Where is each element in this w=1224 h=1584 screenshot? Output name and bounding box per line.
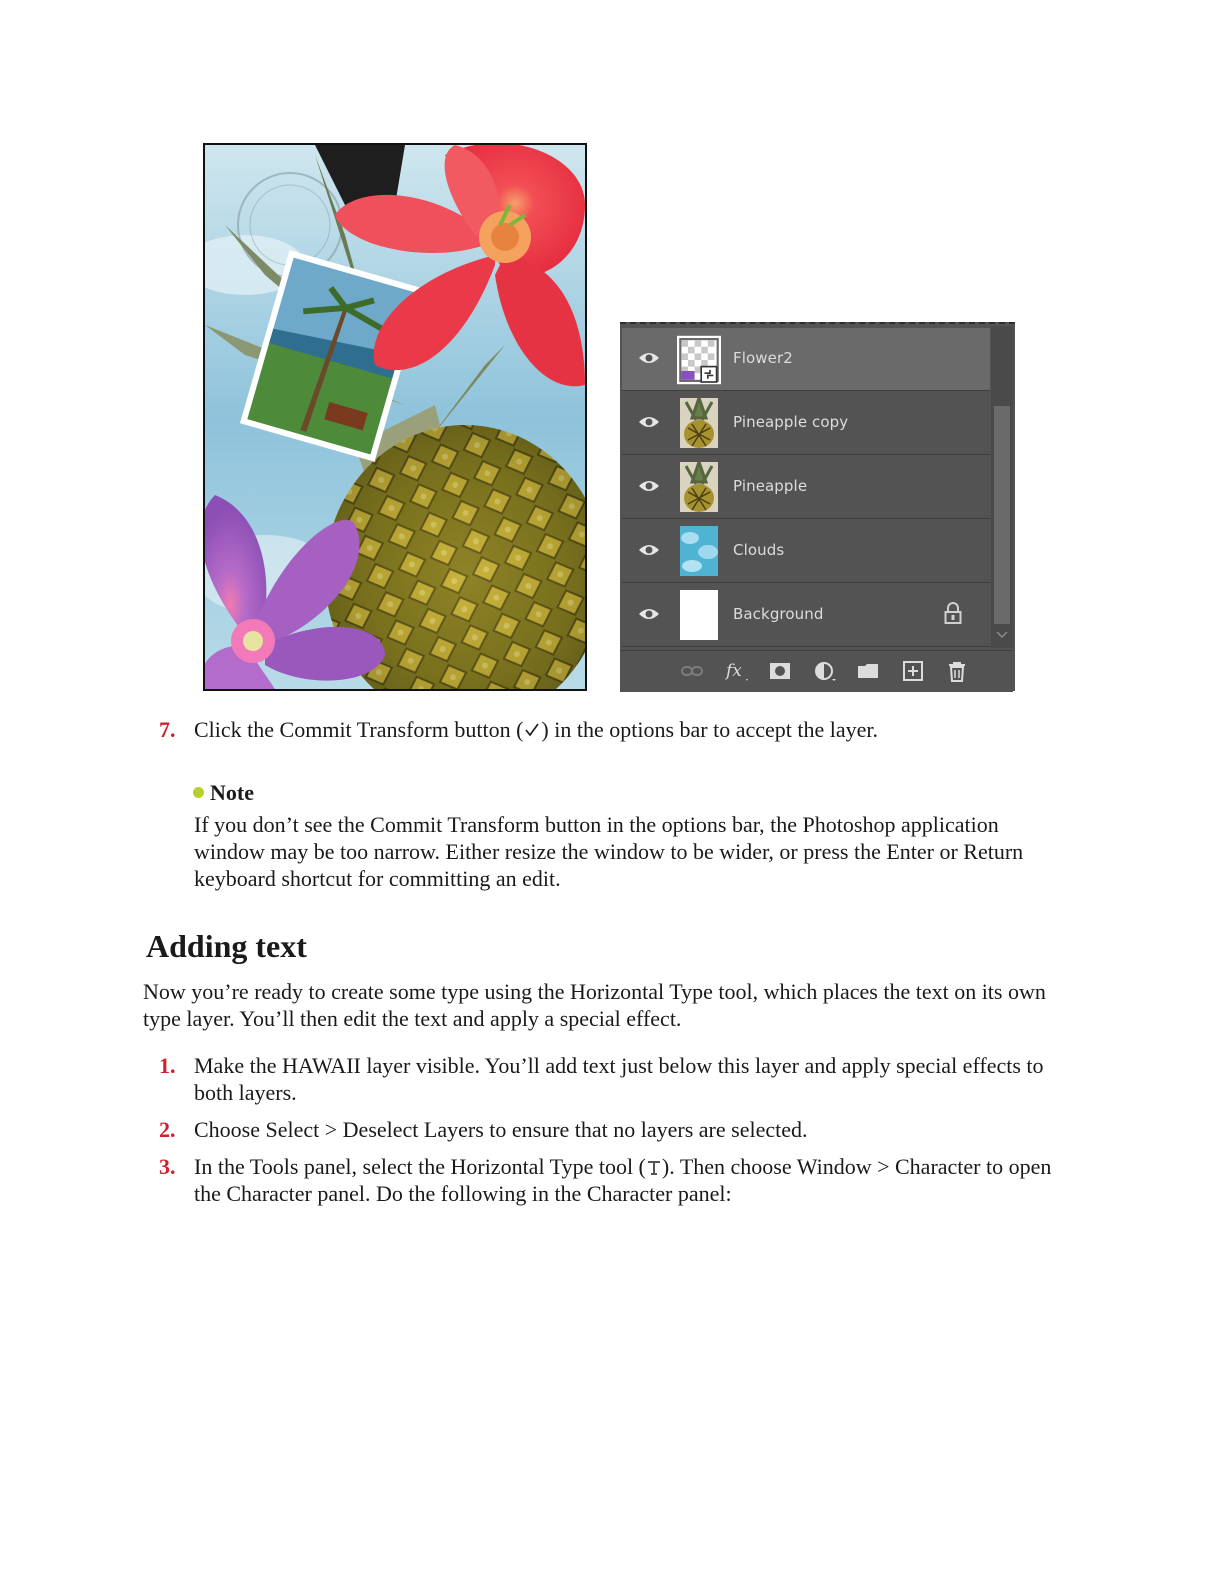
step-text-part: ) in the options bar to accept the layer. bbox=[541, 717, 879, 742]
note-heading-text: Note bbox=[210, 780, 254, 805]
clouds-thumbnail-icon bbox=[680, 526, 718, 576]
visibility-eye-icon[interactable] bbox=[638, 606, 660, 622]
step-3 bbox=[159, 1153, 1059, 1209]
pineapple-thumbnail-icon bbox=[680, 462, 718, 512]
pineapple-thumbnail-icon bbox=[680, 398, 718, 448]
horizontal-type-tool-icon bbox=[646, 1158, 662, 1176]
fx-icon[interactable] bbox=[724, 660, 748, 682]
adjustment-layer-icon[interactable] bbox=[812, 660, 836, 682]
layer-name: Background bbox=[733, 605, 824, 623]
scrollbar[interactable] bbox=[991, 326, 1013, 648]
section-intro: Now you’re ready to create some type using the Horizontal Type tool, which places the text on its own type layer. You’ll then edit the text and apply a special effect. bbox=[143, 979, 1046, 1031]
step-text: Choose Select > Deselect Layers to ensure that no layers are selected. bbox=[194, 1117, 808, 1142]
layer-row-flower2[interactable] bbox=[622, 328, 990, 391]
section-title: Adding text bbox=[146, 928, 307, 964]
scrollbar-thumb[interactable] bbox=[994, 406, 1010, 624]
new-layer-icon[interactable] bbox=[901, 660, 925, 682]
step-text-part: ). Then choose Window > Character to open the Character panel. Do the following in the Character panel: bbox=[194, 1154, 1052, 1206]
step-1 bbox=[159, 1052, 1059, 1108]
step-number: 3. bbox=[159, 1154, 176, 1179]
trash-icon[interactable] bbox=[945, 660, 969, 682]
layer-name: Flower2 bbox=[733, 349, 793, 367]
step-text-part: In the Tools panel, select the Horizontal Type tool ( bbox=[194, 1154, 646, 1179]
layer-name: Pineapple copy bbox=[733, 413, 849, 431]
visibility-eye-icon[interactable] bbox=[638, 542, 660, 558]
step-2 bbox=[159, 1116, 1059, 1146]
layer-name: Pineapple bbox=[733, 477, 808, 495]
layer-row-clouds[interactable] bbox=[622, 520, 990, 583]
white-thumbnail-icon bbox=[680, 590, 718, 640]
visibility-eye-icon[interactable] bbox=[638, 350, 660, 366]
note-bullet-icon bbox=[193, 787, 204, 798]
link-layers-icon[interactable] bbox=[680, 660, 704, 682]
layer-name: Clouds bbox=[733, 541, 785, 559]
group-folder-icon[interactable] bbox=[856, 660, 880, 682]
layer-row-pineapple-copy[interactable] bbox=[622, 392, 990, 455]
step-7 bbox=[159, 716, 1059, 746]
step-number: 2. bbox=[159, 1117, 176, 1142]
layers-panel bbox=[620, 322, 1015, 691]
step-text bbox=[194, 1153, 1054, 1207]
commit-checkmark-icon bbox=[523, 721, 541, 739]
step-text: Make the HAWAII layer visible. You’ll add text just below this layer and apply special effects to both layers. bbox=[194, 1053, 1044, 1105]
note-body: If you don’t see the Commit Transform button in the options bar, the Photoshop application window may be too narrow. Either resize the window to be wider, or press the Enter or Return keyboard shortcut for committing an edit. bbox=[194, 812, 1024, 891]
visibility-eye-icon[interactable] bbox=[638, 414, 660, 430]
layer-mask-icon[interactable] bbox=[768, 660, 792, 682]
smart-object-thumbnail-icon bbox=[677, 334, 721, 386]
note-heading bbox=[193, 779, 254, 806]
layers-panel-footer bbox=[620, 650, 1013, 692]
step-number: 1. bbox=[159, 1053, 176, 1078]
svg-text:fx: fx bbox=[726, 661, 742, 681]
visibility-eye-icon[interactable] bbox=[638, 478, 660, 494]
layer-row-background[interactable] bbox=[622, 584, 990, 647]
step-text-part: Click the Commit Transform button ( bbox=[194, 717, 524, 742]
step-number: 7. bbox=[159, 717, 176, 742]
layer-row-pineapple[interactable] bbox=[622, 456, 990, 519]
chevron-down-icon[interactable] bbox=[996, 628, 1008, 640]
step-text bbox=[194, 716, 1054, 743]
collage-image bbox=[203, 143, 587, 691]
lock-icon bbox=[944, 602, 962, 624]
